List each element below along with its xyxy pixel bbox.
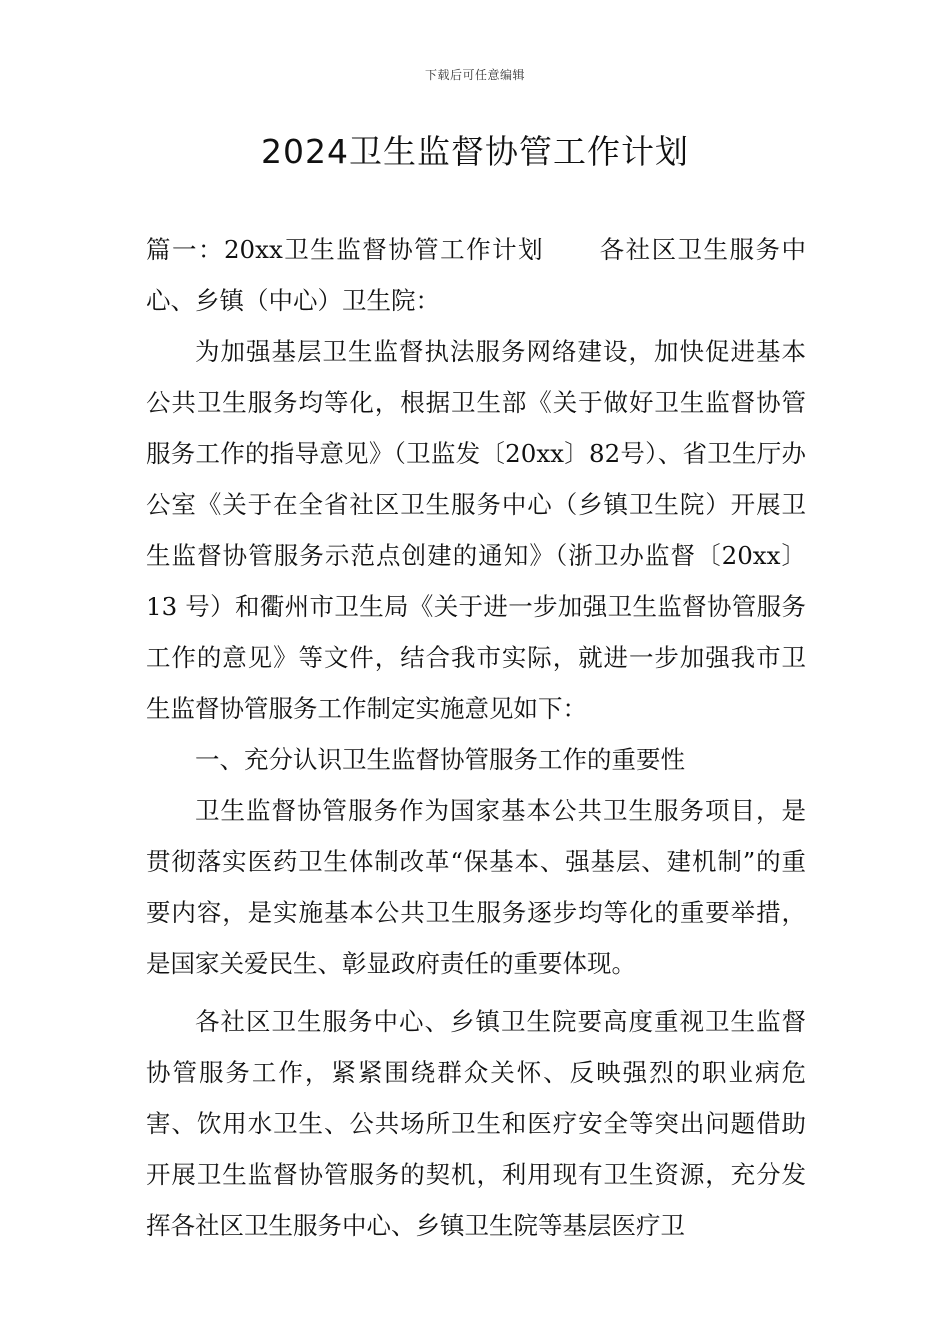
intro-addressee: 各社区卫生服务中心、乡镇（中心）卫生院： bbox=[146, 235, 806, 315]
intro-paragraph bbox=[146, 224, 806, 326]
document-body bbox=[146, 224, 806, 1251]
section-heading-1: 一、充分认识卫生监督协管服务工作的重要性 bbox=[195, 745, 685, 774]
intro-heading: 篇一：20xx卫生监督协管工作计划 bbox=[146, 235, 545, 264]
document-title: 2024卫生监督协管工作计划 bbox=[261, 132, 689, 171]
paragraph-purpose: 为加强基层卫生监督执法服务网络建设，加快促进基本公共卫生服务均等化，根据卫生部《关于做好卫生监督协管服务工作的指导意见》（卫监发〔20xx〕82号）、省卫生厅办公室《关于在全省社区卫生服务中心（乡镇卫生院）开展卫生监督协管服务示范点创建的通知》（浙卫办监督〔20xx〕13 号）和衢州市卫生局《关于进一步加强卫生监督协管服务工作的意见》等文件，结合我市实际，就进一步加强我市卫生监督协管服务工作制定实施意见如下： bbox=[146, 337, 806, 723]
header-note: 下载后可任意编辑 bbox=[424, 68, 525, 82]
paragraph-significance: 卫生监督协管服务作为国家基本公共卫生服务项目，是贯彻落实医药卫生体制改革“保基本、强基层、建机制”的重要内容，是实施基本公共卫生服务逐步均等化的重要举措，是国家关爱民生、彰显政府责任的重要体现。 bbox=[146, 796, 806, 978]
paragraph-requirements: 各社区卫生服务中心、乡镇卫生院要高度重视卫生监督协管服务工作，紧紧围绕群众关怀、反映强烈的职业病危害、饮用水卫生、公共场所卫生和医疗安全等突出问题借助开展卫生监督协管服务的契机，利用现有卫生资源，充分发挥各社区卫生服务中心、乡镇卫生院等基层医疗卫 bbox=[146, 1007, 806, 1240]
